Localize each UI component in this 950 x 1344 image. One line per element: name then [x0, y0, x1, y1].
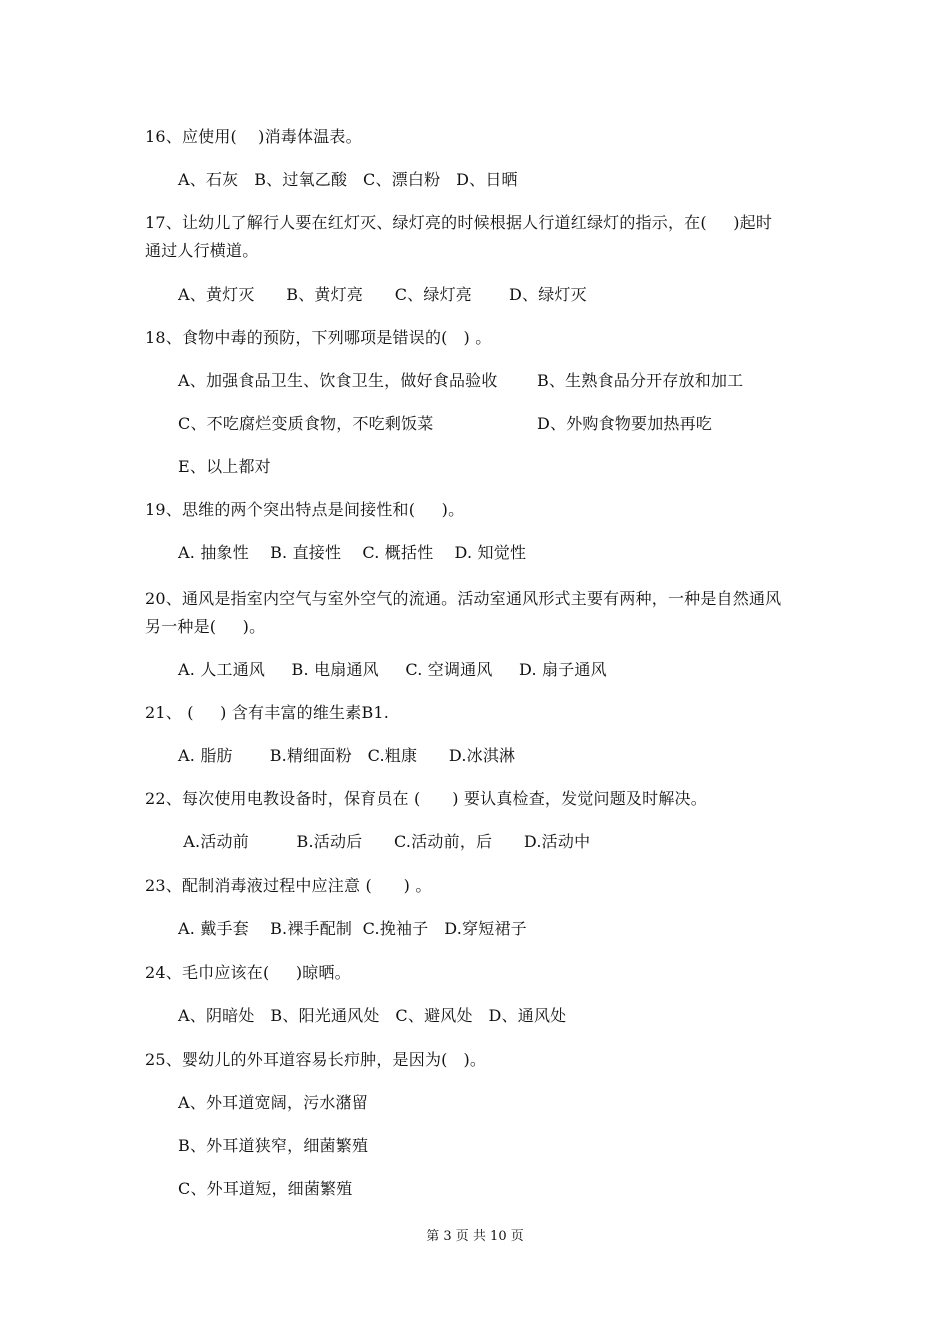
question-17-stem: 17、让幼儿了解行人要在红灯灭、绿灯亮的时候根据人行道红绿灯的指示，在( )起时: [145, 213, 773, 232]
question-22-stem: 22、每次使用电教设备时，保育员在 ( ) 要认真检查，发觉问题及时解决。: [145, 789, 707, 808]
question-20-stem-continued: 另一种是( )。: [145, 617, 266, 636]
question-18-option-e: E、以上都对: [178, 457, 271, 476]
page-number-footer: 第 3 页 共 10 页: [426, 1229, 524, 1244]
question-21-options: A. 脂肪 B.精细面粉 C.粗康 D.冰淇淋: [178, 746, 516, 765]
question-25-option-c: C、外耳道短，细菌繁殖: [178, 1179, 353, 1198]
question-24-stem: 24、毛巾应该在( )晾晒。: [145, 963, 351, 982]
question-20-options: A. 人工通风 B. 电扇通风 C. 空调通风 D. 扇子通风: [178, 660, 607, 679]
question-25-option-a: A、外耳道宽阔，污水潴留: [178, 1093, 368, 1112]
question-18-stem: 18、食物中毒的预防，下列哪项是错误的( ) 。: [145, 328, 492, 347]
question-20-stem: 20、通风是指室内空气与室外空气的流通。活动室通风形式主要有两种，一种是自然通风: [145, 589, 782, 608]
question-17-stem-continued: 通过人行横道。: [145, 241, 259, 260]
question-23-stem: 23、配制消毒液过程中应注意 ( ) 。: [145, 876, 432, 895]
question-25-option-b: B、外耳道狭窄，细菌繁殖: [178, 1136, 369, 1155]
question-16-stem: 16、应使用( )消毒体温表。: [145, 127, 362, 146]
question-16-options: A、石灰 B、过氧乙酸 C、漂白粉 D、日晒: [178, 170, 518, 189]
question-21-stem: 21、 ( ) 含有丰富的维生素B1.: [145, 703, 390, 722]
question-18-option-c: C、不吃腐烂变质食物，不吃剩饭菜: [178, 414, 434, 433]
question-18-option-a: A、加强食品卫生、饮食卫生，做好食品验收: [178, 371, 498, 390]
question-22-options: A.活动前 B.活动后 C.活动前，后 D.活动中: [178, 832, 591, 851]
question-25-stem: 25、婴幼儿的外耳道容易长疖肿，是因为( )。: [145, 1050, 487, 1069]
question-17-options: A、黄灯灭 B、黄灯亮 C、绿灯亮 D、绿灯灭: [178, 285, 587, 304]
question-19-stem: 19、思维的两个突出特点是间接性和( )。: [145, 500, 465, 519]
question-23-options: A. 戴手套 B.裸手配制 C.挽袖子 D.穿短裙子: [178, 919, 527, 938]
question-18-option-d: D、外购食物要加热再吃: [537, 414, 713, 433]
question-24-options: A、阴暗处 B、阳光通风处 C、避风处 D、通风处: [178, 1006, 567, 1025]
question-19-options: A. 抽象性 B. 直接性 C. 概括性 D. 知觉性: [178, 543, 527, 562]
question-18-option-b: B、生熟食品分开存放和加工: [537, 371, 744, 390]
